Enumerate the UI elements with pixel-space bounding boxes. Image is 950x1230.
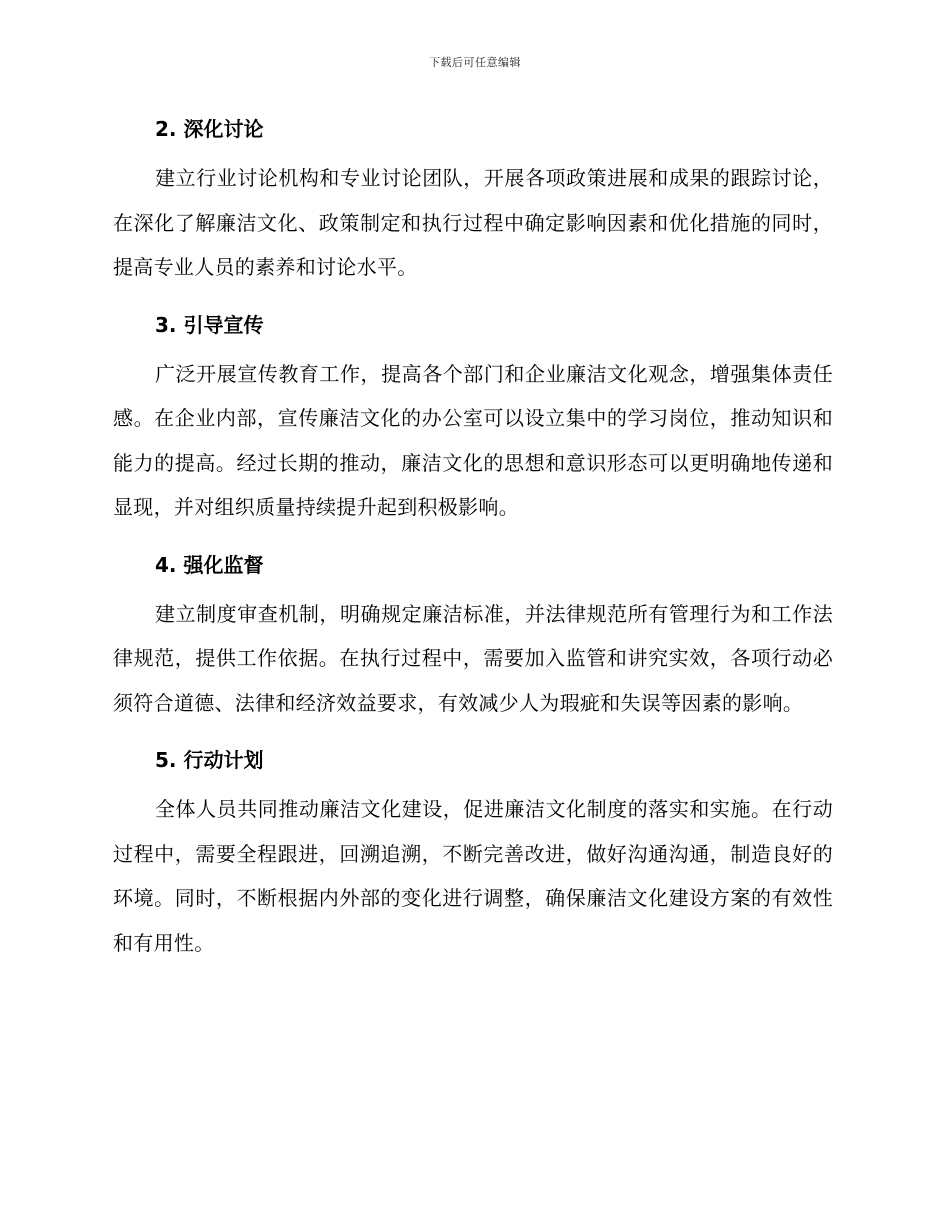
section-guide-publicity (113, 306, 833, 530)
section-paragraph: 建立行业讨论机构和专业讨论团队，开展各项政策进展和成果的跟踪讨论，在深化了解廉洁文化、政策制定和执行过程中确定影响因素和优化措施的同时，提高专业人员的素养和讨论水平。 (113, 166, 833, 279)
section-heading: 4. 强化监督 (155, 552, 264, 577)
section-strengthen-supervision (113, 546, 833, 726)
page-header: 下载后可任意编辑 (429, 56, 521, 69)
section-heading: 2. 深化讨论 (155, 117, 264, 141)
section-deepen-discussion (113, 110, 833, 290)
section-heading: 5. 行动计划 (155, 748, 264, 772)
section-paragraph: 广泛开展宣传教育工作，提高各个部门和企业廉洁文化观念，增强集体责任感。在企业内部，宣传廉洁文化的办公室可以设立集中的学习岗位，推动知识和能力的提高。经过长期的推动，廉洁文化的思想和意识形态可以更明确地传递和显现，并对组织质量持续提升起到积极影响。 (113, 361, 833, 519)
section-action-plan (113, 741, 833, 965)
section-paragraph: 建立制度审查机制，明确规定廉洁标准，并法律规范所有管理行为和工作法律规范，提供工作依据。在执行过程中，需要加入监管和讲究实效，各项行动必须符合道德、法律和经济效益要求，有效减少人为瑕疵和失误等因素的影响。 (113, 601, 833, 715)
section-heading: 3. 引导宣传 (155, 312, 264, 337)
document-body (113, 110, 833, 981)
section-paragraph: 全体人员共同推动廉洁文化建设，促进廉洁文化制度的落实和实施。在行动过程中，需要全程跟进，回溯追溯，不断完善改进，做好沟通沟通，制造良好的环境。同时，不断根据内外部的变化进行调整，确保廉洁文化建设方案的有效性和有用性。 (113, 797, 833, 955)
